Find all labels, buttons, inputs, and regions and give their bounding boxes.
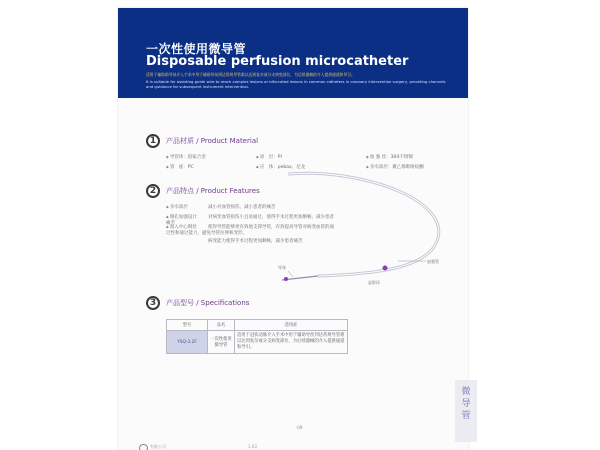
feature-key: ◆ 亲水涂层 <box>166 204 208 210</box>
brochure-page <box>118 8 468 450</box>
product-description-en: It is suitable for assisting guide wire to reach complex lesions or bifurcated lesions in common catheters in coronary intervention surgery, providing channels and guidance for subsequent instrument intervention. <box>146 79 446 89</box>
feature-key: ◆ 微孔加强设计 <box>166 214 208 220</box>
material-item: ◆ 亲水涂层：聚乙烯吡咯烷酮 <box>366 164 456 170</box>
label-guide-wire: 导丝 <box>278 265 286 270</box>
catheter-highlight <box>288 173 439 276</box>
feature-value: 对病变血管损伤小且易通过，使得手术过程更加顺畅，减少患者痛苦 <box>166 215 334 226</box>
name-cell: 一次性使用微导管 <box>208 331 235 354</box>
tip-marker <box>284 277 288 281</box>
feature-value: 使得导管能够更有效地支撑导管，有效提高导管对病变血管的通过性和通过能力，避免导管拉伸和变形。 <box>166 225 334 236</box>
section-number-badge: 3 <box>146 296 160 310</box>
footer-company: 有限公司 <box>150 444 166 449</box>
label-reinforced-tube: 加强管 <box>427 259 439 264</box>
material-item: ◆ 导管体：铂铱合金 <box>166 154 256 160</box>
feature-key: ◆ 加入中心钢丝 <box>166 224 208 231</box>
section-title: 产品型号 / Specifications <box>166 299 250 307</box>
material-item: ◆ 涂 层：PI <box>256 154 366 160</box>
table-row <box>167 331 348 354</box>
material-item: ◆ 管 座：PC <box>166 164 256 170</box>
product-title-en: Disposable perfusion microcatheter <box>146 54 409 69</box>
section-title: 产品材质 / Product Material <box>166 137 259 145</box>
section-material-header <box>146 134 258 148</box>
col-header: 型号 <box>167 320 208 331</box>
footer-center: 1.03 <box>248 444 257 449</box>
side-tab-char: 导 <box>461 399 471 409</box>
product-description-cn: 适用于辅助助导丝介入手术中用于辅助导丝到达常规导管难以达到复杂或分支病变部位，为后续器械的介入提供通道和导引。 <box>146 72 355 77</box>
page-number: ·09 <box>296 425 303 430</box>
side-tab-char: 管 <box>461 411 471 421</box>
section-number-badge: 1 <box>146 134 160 148</box>
company-logo-icon <box>139 444 148 450</box>
side-tab-char: 微 <box>461 387 471 397</box>
col-header: 适用症 <box>235 320 348 331</box>
model-cell: YSQ-3.2F <box>167 331 208 354</box>
product-title-cn: 一次性使用微导管 <box>146 42 247 56</box>
material-item: ◆ 应 体：pebax、尼龙 <box>256 164 366 170</box>
side-tab <box>455 380 477 442</box>
catheter-illustration <box>248 168 448 288</box>
spec-table <box>166 319 348 354</box>
label-line <box>288 271 293 277</box>
section-number-badge: 2 <box>146 184 160 198</box>
col-header: 品名 <box>208 320 235 331</box>
feature-value: 减小对血管损伤、减小患者的痛苦 <box>208 205 276 210</box>
marker-band <box>383 266 388 271</box>
material-item: ◆ 加 强 丝：304不锈钢 <box>366 154 456 160</box>
table-header-row <box>167 320 348 331</box>
feature-value: 病变能力使得手术过程更加顺畅，减少患者痛苦 <box>208 239 303 244</box>
label-marker-ring: 显影环 <box>368 280 380 285</box>
section-spec-header <box>146 296 249 310</box>
section-features-header <box>146 184 260 198</box>
header-banner <box>118 8 468 98</box>
desc-cell: 适用于冠状动脉介入手术中用于辅助导丝到达常规导管难以达到复杂或分支病变部位，为后续器械的介入提供通道和导引。 <box>235 331 348 354</box>
section-title: 产品特点 / Product Features <box>166 187 260 195</box>
